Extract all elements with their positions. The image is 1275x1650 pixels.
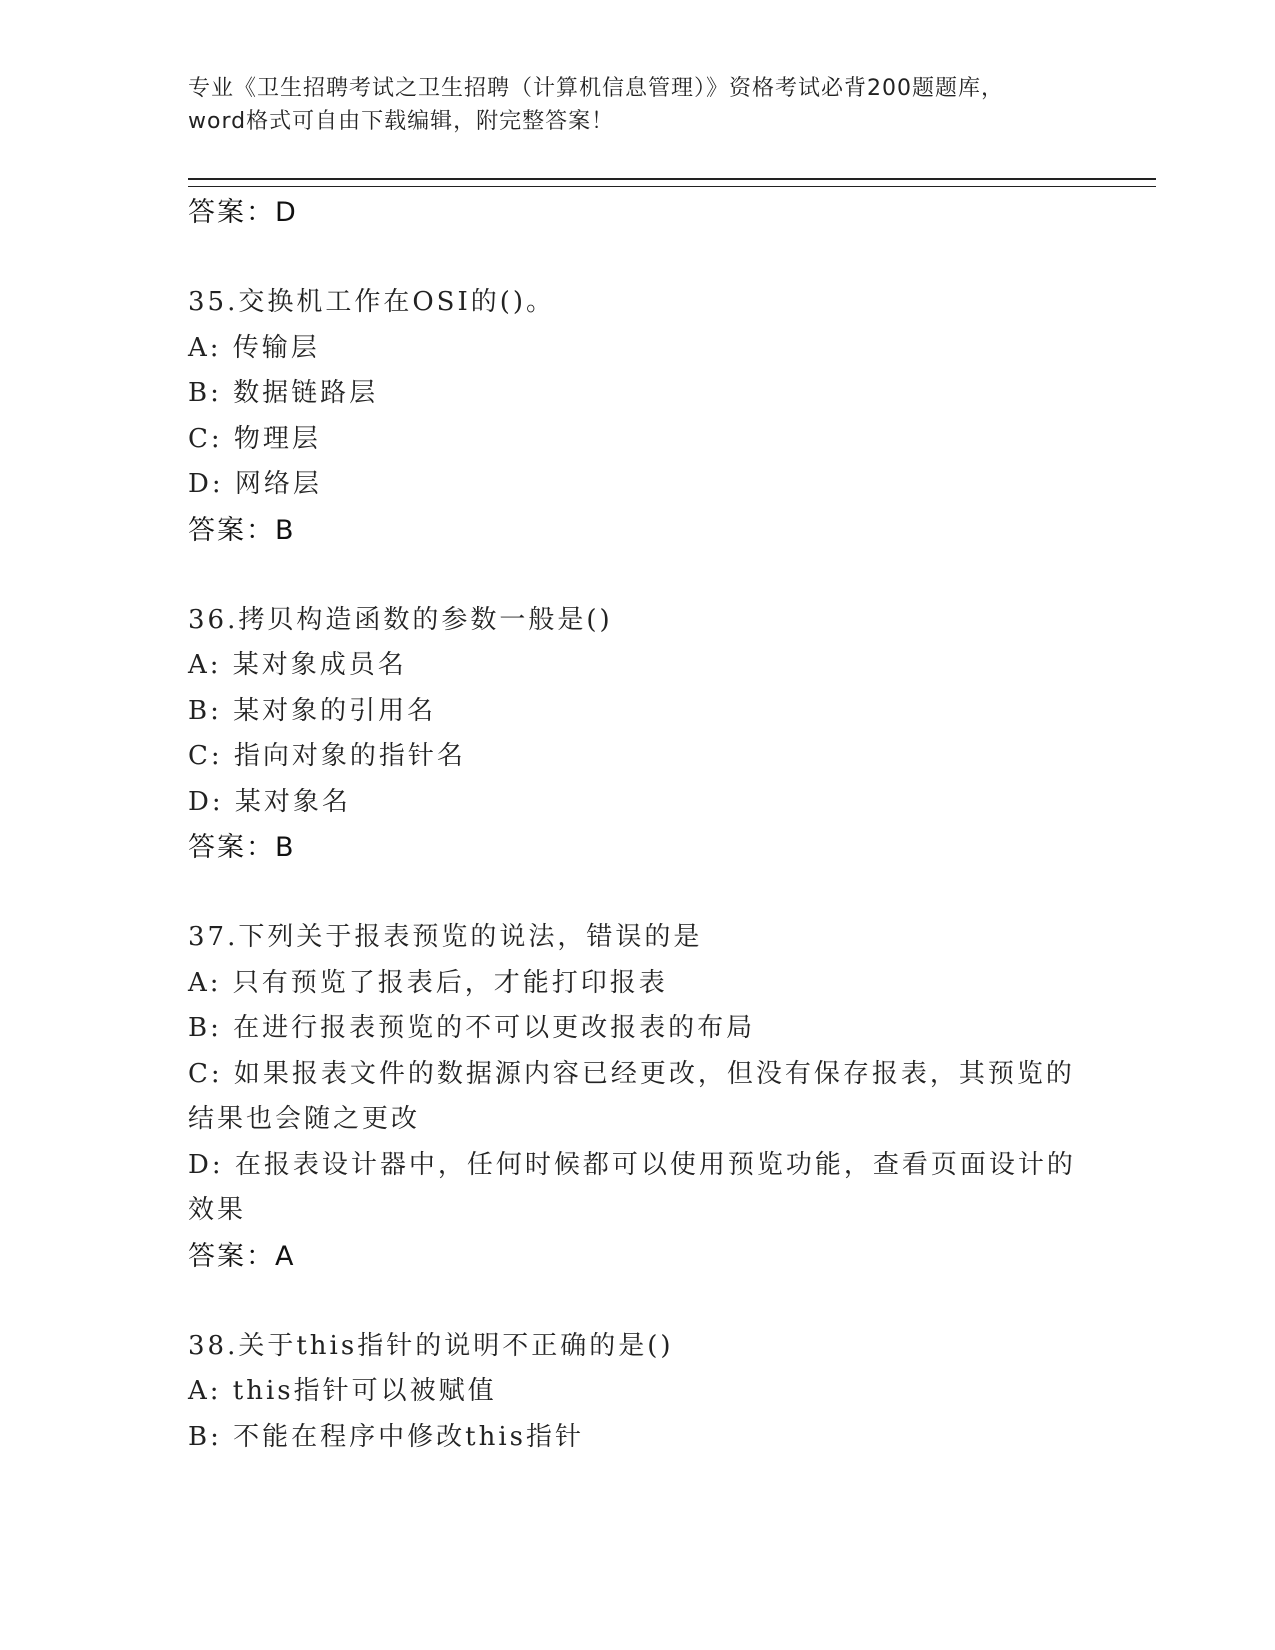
answer-line: 答案：D — [188, 197, 298, 228]
question-block — [188, 280, 1088, 554]
question-block — [188, 915, 1088, 1280]
option-b: B: 不能在程序中修改this指针 — [188, 1421, 584, 1452]
option-b: B: 数据链路层 — [188, 378, 379, 408]
option-c: C: 如果报表文件的数据源内容已经更改，但没有保存报表，其预览的结果也会随之更改 — [188, 1058, 1075, 1134]
question-stem: 35.交换机工作在OSI的()。 — [188, 287, 556, 317]
option-d: D: 某对象名 — [188, 786, 351, 817]
spacer — [188, 871, 1088, 915]
option-b: B: 在进行报表预览的不可以更改报表的布局 — [188, 1013, 756, 1043]
question-stem: 37.下列关于报表预览的说法，错误的是 — [188, 922, 703, 952]
header-line-1: 专业《卫生招聘考试之卫生招聘（计算机信息管理）》资格考试必背200题题库， — [188, 76, 1004, 101]
option-a: A: 传输层 — [188, 332, 320, 363]
answer-line: 答案：B — [188, 832, 296, 863]
header-divider — [188, 178, 1156, 187]
spacer — [188, 1280, 1088, 1324]
option-c: C: 物理层 — [188, 423, 321, 454]
answer-line: 答案：B — [188, 514, 296, 546]
question-stem: 36.拷贝构造函数的参数一般是() — [188, 604, 613, 635]
document-body — [188, 190, 1088, 1460]
spacer — [188, 554, 1088, 598]
option-d: D: 在报表设计器中，任何时候都可以使用预览功能，查看页面设计的效果 — [188, 1149, 1076, 1225]
option-c: C: 指向对象的指针名 — [188, 741, 466, 771]
question-block — [188, 598, 1088, 872]
question-stem: 38.关于this指针的说明不正确的是() — [188, 1330, 674, 1361]
answer-line: 答案：A — [188, 1240, 296, 1272]
option-d: D: 网络层 — [188, 469, 322, 499]
option-a: A: 只有预览了报表后，才能打印报表 — [188, 967, 668, 998]
question-block — [188, 1324, 1088, 1461]
document-header — [188, 72, 1088, 138]
spacer — [188, 236, 1088, 280]
option-a: A: this指针可以被赋值 — [188, 1376, 497, 1406]
header-line-2: word格式可自由下载编辑，附完整答案！ — [188, 109, 615, 134]
option-a: A: 某对象成员名 — [188, 650, 407, 680]
option-b: B: 某对象的引用名 — [188, 695, 437, 726]
